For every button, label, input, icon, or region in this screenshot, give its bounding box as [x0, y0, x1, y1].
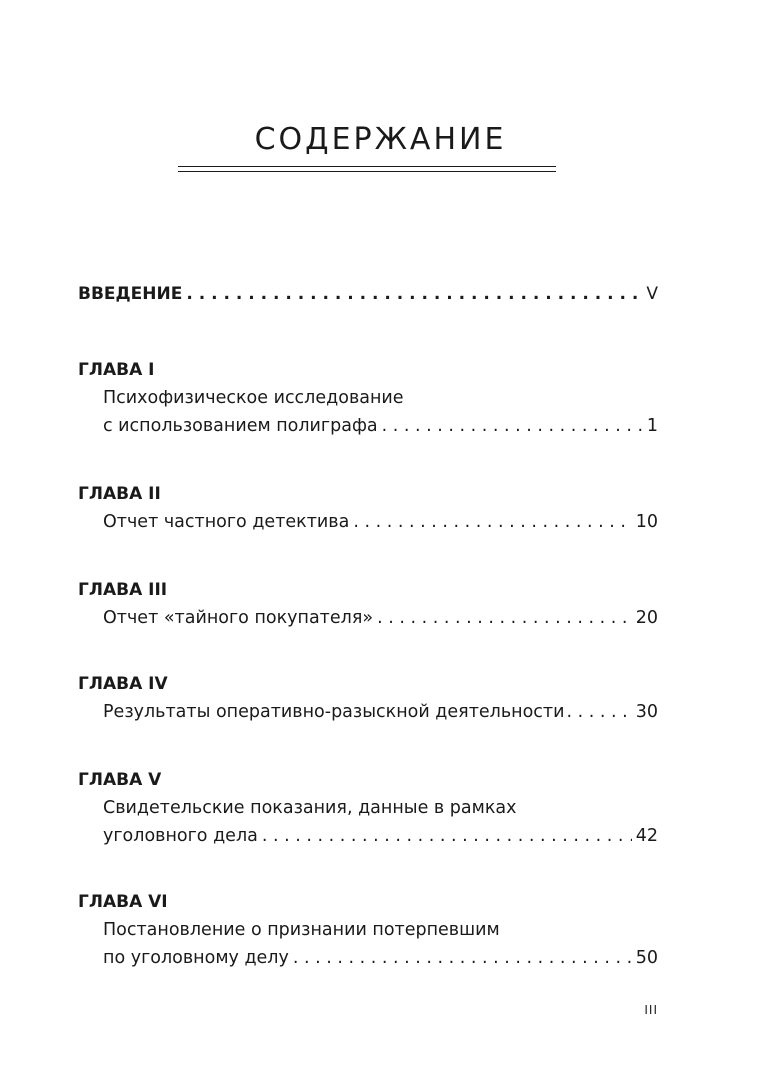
- title-double-rule: [178, 166, 556, 172]
- chapter-title: [78, 604, 658, 632]
- toc-chapter-2[interactable]: [78, 480, 658, 536]
- page-folio: III: [644, 1003, 658, 1017]
- chapter-title-text: уголовного дела: [103, 826, 258, 846]
- toc-chapter-3[interactable]: [78, 576, 658, 632]
- chapter-title-line: Свидетельские показания, данные в рамках: [103, 798, 517, 818]
- chapter-title-last-line: [103, 944, 658, 972]
- chapter-title-last-line: [103, 604, 658, 632]
- toc-chapter-1[interactable]: [78, 356, 658, 440]
- dot-leader: [186, 280, 642, 308]
- chapter-title-last-line: [103, 822, 658, 850]
- chapter-title-last-line: [103, 508, 658, 536]
- chapter-page-number: 20: [635, 608, 658, 628]
- page-title: СОДЕРЖАНИЕ: [254, 122, 507, 157]
- chapter-title-text: по уголовному делу: [103, 948, 289, 968]
- chapter-title: [78, 916, 658, 972]
- dot-leader: [377, 604, 632, 632]
- chapter-page-number: 30: [635, 702, 658, 722]
- chapter-title-line: Психофизическое исследование: [103, 388, 404, 408]
- dot-leader: [567, 698, 634, 726]
- dot-leader: [353, 508, 631, 536]
- chapter-heading: ГЛАВА I: [78, 360, 155, 380]
- toc-chapter-6[interactable]: [78, 888, 658, 972]
- chapter-title: [78, 794, 658, 850]
- toc-chapter-4[interactable]: [78, 670, 658, 726]
- chapter-title-line: Постановление о признании потерпевшим: [103, 920, 500, 940]
- toc-entry-intro[interactable]: [78, 280, 658, 308]
- chapter-page-number: 50: [635, 948, 658, 968]
- dot-leader: [262, 822, 632, 850]
- chapter-title: [78, 508, 658, 536]
- chapter-heading: ГЛАВА II: [78, 484, 161, 504]
- chapter-title-text: Отчет частного детектива: [103, 512, 350, 532]
- chapter-title: [78, 384, 658, 440]
- chapter-page-number: 1: [646, 416, 658, 436]
- toc-chapter-5[interactable]: [78, 766, 658, 850]
- chapter-heading: ГЛАВА IV: [78, 674, 168, 694]
- chapter-title-text: Результаты оперативно-разыскной деятельности: [103, 702, 565, 722]
- chapter-page-number: 10: [635, 512, 658, 532]
- chapter-page-number: 42: [635, 826, 658, 846]
- chapter-title-text: Отчет «тайного покупателя»: [103, 608, 374, 628]
- chapter-title-last-line: [103, 698, 658, 726]
- dot-leader: [293, 944, 632, 972]
- chapter-title-last-line: [103, 412, 658, 440]
- chapter-title: [78, 698, 658, 726]
- chapter-heading: ГЛАВА VI: [78, 892, 168, 912]
- chapter-heading: ГЛАВА III: [78, 580, 168, 600]
- chapter-heading: ГЛАВА V: [78, 770, 162, 790]
- chapter-title-text: с использованием полиграфа: [103, 416, 378, 436]
- intro-label: ВВЕДЕНИЕ: [78, 284, 183, 304]
- intro-page-number: V: [646, 284, 658, 304]
- dot-leader: [382, 412, 643, 440]
